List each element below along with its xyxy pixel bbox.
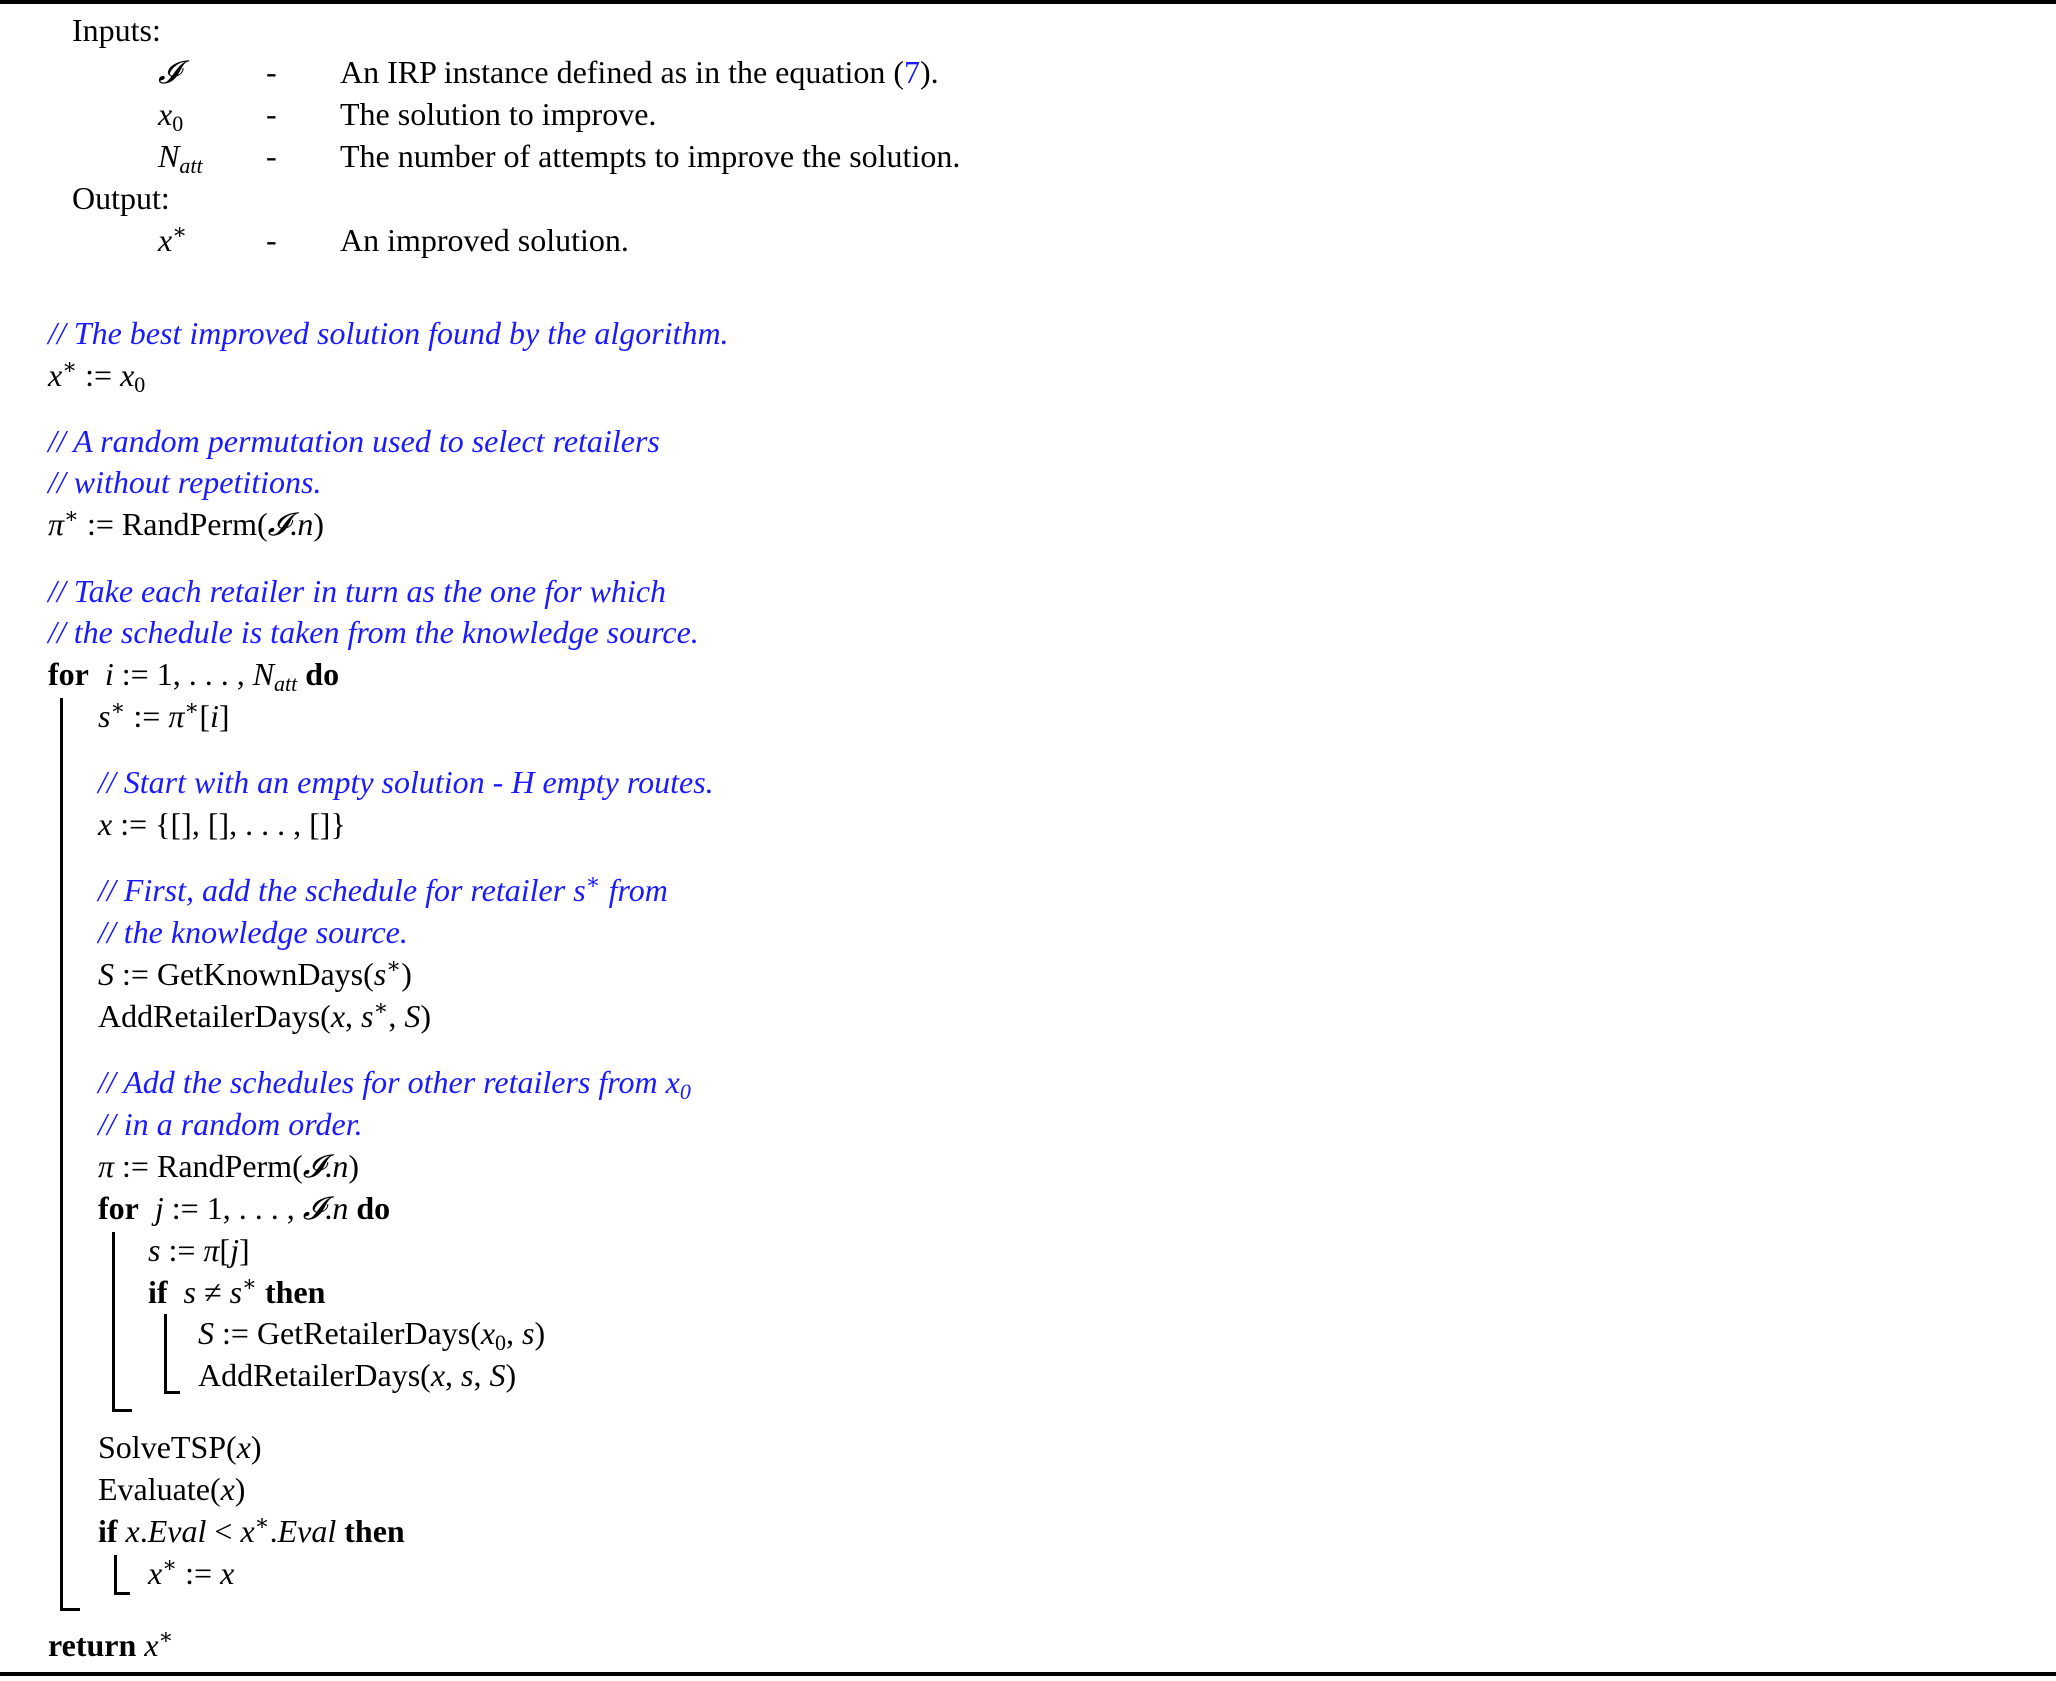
- code-evaluate: Evaluate(x): [98, 1471, 246, 1507]
- comment-take-retailer-2: // the schedule is taken from the knowledge source.: [48, 614, 699, 650]
- code-for-inner: for j := 1, . . . , 𝓘.n do: [98, 1190, 391, 1226]
- input-dash: -: [266, 54, 277, 90]
- if-eval-bar-end: [114, 1592, 130, 1595]
- if-block-bar: [164, 1314, 167, 1394]
- inputs-label: Inputs:: [72, 12, 161, 48]
- bottom-rule: [0, 1672, 2056, 1676]
- comment-first-add-1: // First, add the schedule for retailer s∗ from: [98, 869, 668, 908]
- code-assign-sstar: s∗ := π∗[i]: [98, 695, 230, 734]
- output-desc: An improved solution.: [340, 222, 629, 258]
- code-get-known-days: S := GetKnownDays(s∗): [98, 953, 412, 992]
- code-solve-tsp: SolveTSP(x): [98, 1429, 262, 1465]
- input-desc-instance: An IRP instance defined as in the equation (7).: [340, 54, 939, 90]
- comment-empty-solution: // Start with an empty solution - H empty routes.: [98, 764, 714, 800]
- input-dash: -: [266, 138, 277, 174]
- comment-take-retailer-1: // Take each retailer in turn as the one for which: [48, 573, 667, 609]
- comment-best-solution: // The best improved solution found by the algorithm.: [48, 315, 729, 351]
- output-label: Output:: [72, 180, 170, 216]
- code-get-retailer-days: S := $GetRetailerDays(x_0$, s): [198, 1315, 546, 1355]
- inner-loop-bar: [112, 1232, 115, 1412]
- code-assign-xstar: x∗ := x: [148, 1552, 235, 1591]
- output-symbol-xstar: x∗: [158, 219, 188, 258]
- code-init-pi: π := RandPerm(𝓘.n): [98, 1148, 360, 1184]
- comment-add-others-1: // Add the schedules for other retailers from $x_0$: [98, 1064, 691, 1104]
- input-desc-x0: The solution to improve.: [340, 96, 657, 132]
- comment-random-permutation-2: // without repetitions.: [48, 464, 322, 500]
- code-for-outer: for i := 1, . . . , $N_{att}$ do: [48, 656, 340, 696]
- outer-loop-bar-end: [60, 1608, 80, 1611]
- code-if-eval: if x.Eval < x∗.Eval then: [98, 1510, 405, 1549]
- code-add-retailer-days-2: AddRetailerDays(x, s, S): [198, 1357, 517, 1393]
- comment-add-others-2: // in a random order.: [98, 1106, 363, 1142]
- output-dash: -: [266, 222, 277, 258]
- outer-loop-bar: [60, 698, 63, 1611]
- code-if-s-neq: if s ≠ s∗ then: [148, 1271, 326, 1310]
- inner-loop-bar-end: [112, 1409, 132, 1412]
- comment-first-add-2: // the knowledge source.: [98, 914, 408, 950]
- code-init-xstar: x∗ := $x_0$: [48, 354, 146, 397]
- code-add-retailer-days-1: AddRetailerDays(x, s∗, S): [98, 995, 432, 1034]
- input-symbol-x0: $x_0$: [158, 96, 184, 136]
- if-block-bar-end: [164, 1391, 180, 1394]
- if-eval-bar: [114, 1555, 117, 1595]
- comment-random-permutation-1: // A random permutation used to select retailers: [48, 423, 660, 459]
- input-dash: -: [266, 96, 277, 132]
- code-init-x: x := {[], [], . . . , []}: [98, 806, 346, 842]
- equation-ref-link[interactable]: 7: [904, 54, 920, 90]
- input-symbol-instance: 𝓘: [158, 54, 180, 90]
- input-desc-natt: The number of attempts to improve the solution.: [340, 138, 961, 174]
- top-rule: [0, 0, 2056, 4]
- code-init-pistar: π∗ := RandPerm(𝓘.n): [48, 503, 324, 542]
- input-symbol-natt: $N_{att}$: [158, 138, 203, 178]
- code-assign-s: s := π[j]: [148, 1232, 250, 1268]
- code-return: return x∗: [48, 1624, 174, 1663]
